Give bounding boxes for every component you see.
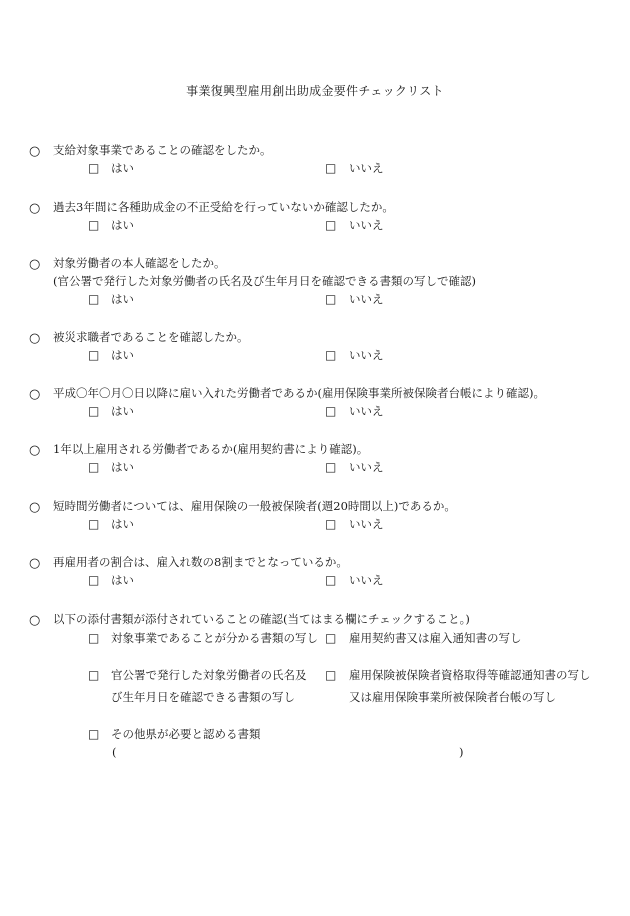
question-text: 平成〇年〇月〇日以降に雇い入れた労働者であるか(雇用保険事業所被保険者台帳により確認)。 bbox=[53, 386, 545, 400]
answer-yes-label: はい bbox=[111, 404, 134, 418]
circle-marker: ○ bbox=[29, 443, 41, 458]
answer-no-label: いいえ bbox=[349, 218, 384, 232]
checkbox-attachment-3[interactable]: □ bbox=[88, 668, 100, 682]
answer-no-label: いいえ bbox=[349, 161, 384, 175]
circle-marker: ○ bbox=[29, 613, 41, 628]
circle-marker: ○ bbox=[29, 144, 41, 159]
attachment-2-label: 雇用契約書又は雇入通知書の写し bbox=[349, 631, 522, 645]
checkbox-yes[interactable]: □ bbox=[88, 573, 100, 587]
checkbox-attachment-2[interactable]: □ bbox=[325, 631, 337, 645]
attachment-5-label: その他県が必要と認める書類 bbox=[111, 727, 261, 741]
checkbox-yes[interactable]: □ bbox=[88, 460, 100, 474]
answer-yes-label: はい bbox=[111, 573, 134, 587]
checkbox-yes[interactable]: □ bbox=[88, 292, 100, 306]
attachments-question: 以下の添付書類が添付されていることの確認(当てはまる欄にチェックすること。) bbox=[53, 612, 470, 626]
circle-marker: ○ bbox=[29, 331, 41, 346]
answer-yes-label: はい bbox=[111, 460, 134, 474]
circle-marker: ○ bbox=[29, 556, 41, 571]
other-docs-close-paren: ) bbox=[459, 745, 464, 759]
checkbox-attachment-5[interactable]: □ bbox=[88, 727, 100, 741]
circle-marker: ○ bbox=[29, 500, 41, 515]
checkbox-no[interactable]: □ bbox=[325, 517, 337, 531]
answer-no-label: いいえ bbox=[349, 292, 384, 306]
question-text: 対象労働者の本人確認をしたか。 bbox=[53, 256, 226, 270]
checkbox-no[interactable]: □ bbox=[325, 218, 337, 232]
circle-marker: ○ bbox=[29, 387, 41, 402]
checkbox-no[interactable]: □ bbox=[325, 348, 337, 362]
answer-yes-label: はい bbox=[111, 292, 134, 306]
checkbox-no[interactable]: □ bbox=[325, 404, 337, 418]
checkbox-no[interactable]: □ bbox=[325, 292, 337, 306]
attachment-1-label: 対象事業であることが分かる書類の写し bbox=[111, 631, 318, 645]
attachment-3-label-line2: び生年月日を確認できる書類の写し bbox=[111, 690, 295, 704]
checkbox-no[interactable]: □ bbox=[325, 573, 337, 587]
document-title: 事業復興型雇用創出助成金要件チェックリスト bbox=[186, 84, 444, 98]
question-note: (官公署で発行した対象労働者の氏名及び生年月日を確認できる書類の写しで確認) bbox=[53, 274, 476, 288]
other-docs-open-paren: ( bbox=[112, 745, 117, 759]
answer-no-label: いいえ bbox=[349, 517, 384, 531]
question-text: 1年以上雇用される労働者であるか(雇用契約書により確認)。 bbox=[53, 442, 369, 456]
question-text: 短時間労働者については、雇用保険の一般被保険者(週20時間以上)であるか。 bbox=[53, 499, 456, 513]
question-text: 再雇用者の割合は、雇入れ数の8割までとなっているか。 bbox=[53, 555, 348, 569]
checkbox-attachment-1[interactable]: □ bbox=[88, 631, 100, 645]
answer-no-label: いいえ bbox=[349, 348, 384, 362]
answer-no-label: いいえ bbox=[349, 573, 384, 587]
checkbox-no[interactable]: □ bbox=[325, 460, 337, 474]
checkbox-yes[interactable]: □ bbox=[88, 218, 100, 232]
checkbox-yes[interactable]: □ bbox=[88, 517, 100, 531]
answer-yes-label: はい bbox=[111, 517, 134, 531]
answer-yes-label: はい bbox=[111, 348, 134, 362]
checkbox-yes[interactable]: □ bbox=[88, 348, 100, 362]
answer-yes-label: はい bbox=[111, 161, 134, 175]
checkbox-attachment-4[interactable]: □ bbox=[325, 668, 337, 682]
attachment-3-label-line1: 官公署で発行した対象労働者の氏名及 bbox=[111, 668, 307, 682]
answer-no-label: いいえ bbox=[349, 460, 384, 474]
checkbox-yes[interactable]: □ bbox=[88, 161, 100, 175]
checkbox-yes[interactable]: □ bbox=[88, 404, 100, 418]
question-text: 被災求職者であることを確認したか。 bbox=[53, 330, 249, 344]
checkbox-no[interactable]: □ bbox=[325, 161, 337, 175]
circle-marker: ○ bbox=[29, 257, 41, 272]
circle-marker: ○ bbox=[29, 201, 41, 216]
attachment-4-label-line1: 雇用保険被保険者資格取得等確認通知書の写し bbox=[349, 668, 591, 682]
question-text: 過去3年間に各種助成金の不正受給を行っていないか確認したか。 bbox=[53, 200, 394, 214]
question-text: 支給対象事業であることの確認をしたか。 bbox=[53, 143, 272, 157]
answer-no-label: いいえ bbox=[349, 404, 384, 418]
attachment-4-label-line2: 又は雇用保険事業所被保険者台帳の写し bbox=[349, 690, 556, 704]
answer-yes-label: はい bbox=[111, 218, 134, 232]
